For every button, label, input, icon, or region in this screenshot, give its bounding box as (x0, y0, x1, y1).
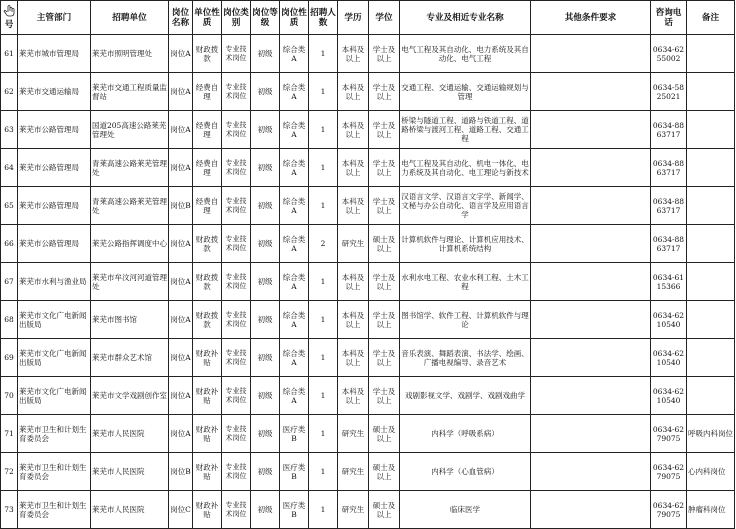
cell-major: 临床医学 (400, 491, 531, 529)
cell-index: 63 (1, 111, 18, 149)
cell-unit-nature: 财政补贴 (193, 339, 222, 377)
header-count: 招聘人数 (309, 1, 338, 35)
cell-major: 电气工程及其自动化、电力系统及其自动化、电气工程 (400, 35, 531, 73)
cell-phone: 0634-8863717 (651, 111, 687, 149)
cell-education: 本科及以上 (338, 187, 369, 225)
cell-unit-nature: 经费自理 (193, 187, 222, 225)
cell-other (531, 225, 651, 263)
cell-post-category: 专业技术岗位 (222, 263, 251, 301)
cell-education: 本科及以上 (338, 149, 369, 187)
header-note: 备注 (687, 1, 735, 35)
cell-education: 本科及以上 (338, 111, 369, 149)
table-row (1, 301, 735, 339)
cell-post-name: 岗位A (169, 415, 193, 453)
cell-count: 1 (309, 377, 338, 415)
header-post-nature: 岗位性质 (280, 1, 309, 35)
cell-degree: 学士及以上 (369, 187, 400, 225)
cell-count: 1 (309, 35, 338, 73)
cell-major: 计算机软件与理论、计算机应用技术、计算机系统结构 (400, 225, 531, 263)
cell-count: 1 (309, 301, 338, 339)
hand-pointer-icon (3, 5, 15, 20)
table-row (1, 453, 735, 491)
cell-phone: 0634-6210540 (651, 301, 687, 339)
cell-phone: 0634-6279075 (651, 453, 687, 491)
cell-note: 肿瘤科岗位 (687, 491, 735, 529)
cell-post-name: 岗位A (169, 263, 193, 301)
cell-unit-nature: 经费自理 (193, 73, 222, 111)
table-row (1, 225, 735, 263)
table-row (1, 263, 735, 301)
cell-education: 本科及以上 (338, 339, 369, 377)
cell-dept: 莱芜市水利与渔业局 (18, 263, 91, 301)
cell-unit: 青莱高速公路莱芜管理处 (91, 187, 169, 225)
cell-post-name: 岗位A (169, 339, 193, 377)
cell-unit-nature: 财政拨款 (193, 225, 222, 263)
cell-post-name: 岗位C (169, 491, 193, 529)
cell-count: 1 (309, 111, 338, 149)
cell-post-level: 初级 (251, 301, 280, 339)
table-row (1, 73, 735, 111)
cell-post-name: 岗位A (169, 225, 193, 263)
table-row (1, 149, 735, 187)
cell-unit-nature: 财政拨款 (193, 263, 222, 301)
cell-major: 电气工程及其自动化、机电一体化、电力系统及其自动化、电工理论与新技术 (400, 149, 531, 187)
cell-degree: 学士及以上 (369, 377, 400, 415)
cell-post-level: 初级 (251, 225, 280, 263)
cell-index: 64 (1, 149, 18, 187)
cell-unit-nature: 财政补贴 (193, 377, 222, 415)
cell-post-level: 初级 (251, 35, 280, 73)
cell-index: 69 (1, 339, 18, 377)
cell-index: 72 (1, 453, 18, 491)
header-row (1, 1, 735, 35)
cell-unit: 莱芜市照明管理处 (91, 35, 169, 73)
header-degree: 学位 (369, 1, 400, 35)
cell-post-name: 岗位A (169, 35, 193, 73)
cell-post-level: 初级 (251, 111, 280, 149)
cell-other (531, 339, 651, 377)
cell-unit-nature: 财政拨款 (193, 35, 222, 73)
cell-count: 2 (309, 225, 338, 263)
cell-degree: 学士及以上 (369, 73, 400, 111)
header-phone: 咨询电话 (651, 1, 687, 35)
table-row (1, 415, 735, 453)
cell-post-nature: 综合类A (280, 263, 309, 301)
cell-note (687, 339, 735, 377)
cell-unit: 青莱高速公路莱芜管理处 (91, 149, 169, 187)
cell-note (687, 187, 735, 225)
cell-note (687, 35, 735, 73)
cell-post-nature: 医疗类B (280, 415, 309, 453)
cell-post-nature: 综合类A (280, 187, 309, 225)
table-row (1, 377, 735, 415)
header-other: 其他条件要求 (531, 1, 651, 35)
cell-other (531, 491, 651, 529)
cell-dept: 莱芜市卫生和计划生育委员会 (18, 453, 91, 491)
cell-unit: 莱芜市交通工程质量监督站 (91, 73, 169, 111)
cell-other (531, 453, 651, 491)
cell-dept: 莱芜市卫生和计划生育委员会 (18, 415, 91, 453)
table-body (1, 35, 735, 529)
header-post-level: 岗位等级 (251, 1, 280, 35)
cell-unit-nature: 经费自理 (193, 111, 222, 149)
header-index (1, 1, 18, 35)
cell-major: 水利水电工程、农业水利工程、土木工程 (400, 263, 531, 301)
cell-unit: 莱芜市牟汶河河道管理处 (91, 263, 169, 301)
cell-dept: 莱芜市城市管理局 (18, 35, 91, 73)
cell-degree: 学士及以上 (369, 111, 400, 149)
cell-index: 73 (1, 491, 18, 529)
table-row (1, 491, 735, 529)
cell-other (531, 301, 651, 339)
cell-phone: 0634-6210540 (651, 339, 687, 377)
cell-post-category: 专业技术岗位 (222, 453, 251, 491)
cell-unit-nature: 财政补贴 (193, 453, 222, 491)
cell-phone: 0634-8863717 (651, 149, 687, 187)
cell-index: 61 (1, 35, 18, 73)
cell-other (531, 415, 651, 453)
cell-count: 1 (309, 491, 338, 529)
cell-post-category: 专业技术岗位 (222, 415, 251, 453)
cell-post-level: 初级 (251, 149, 280, 187)
header-education: 学历 (338, 1, 369, 35)
cell-education: 本科及以上 (338, 73, 369, 111)
cell-other (531, 35, 651, 73)
cell-note: 呼吸内科岗位 (687, 415, 735, 453)
cell-dept: 莱芜市公路管理局 (18, 187, 91, 225)
cell-education: 研究生 (338, 415, 369, 453)
cell-education: 本科及以上 (338, 301, 369, 339)
cell-note (687, 73, 735, 111)
cell-post-name: 岗位B (169, 453, 193, 491)
cell-post-category: 专业技术岗位 (222, 377, 251, 415)
cell-dept: 莱芜市公路管理局 (18, 111, 91, 149)
cell-education: 本科及以上 (338, 35, 369, 73)
header-index-label: 号 (4, 20, 14, 30)
cell-index: 62 (1, 73, 18, 111)
cell-count: 1 (309, 149, 338, 187)
header-unit: 招聘单位 (91, 1, 169, 35)
cell-dept: 莱芜市公路管理局 (18, 149, 91, 187)
cell-post-name: 岗位A (169, 111, 193, 149)
cell-index: 65 (1, 187, 18, 225)
cell-post-name: 岗位A (169, 301, 193, 339)
cell-post-nature: 医疗类B (280, 491, 309, 529)
cell-count: 1 (309, 415, 338, 453)
cell-dept: 莱芜市文化广电新闻出版局 (18, 339, 91, 377)
cell-phone: 0634-6115366 (651, 263, 687, 301)
cell-education: 研究生 (338, 453, 369, 491)
cell-post-name: 岗位A (169, 377, 193, 415)
cell-unit: 莱芜市人民医院 (91, 491, 169, 529)
cell-education: 研究生 (338, 491, 369, 529)
cell-unit: 莱芜市文学戏剧创作室 (91, 377, 169, 415)
cell-dept: 莱芜市公路管理局 (18, 225, 91, 263)
header-dept: 主管部门 (18, 1, 91, 35)
cell-post-category: 专业技术岗位 (222, 225, 251, 263)
cell-note (687, 111, 735, 149)
cell-education: 本科及以上 (338, 377, 369, 415)
cell-post-category: 专业技术岗位 (222, 35, 251, 73)
cell-other (531, 187, 651, 225)
cell-post-level: 初级 (251, 415, 280, 453)
cell-phone: 0634-8863717 (651, 187, 687, 225)
cell-note (687, 263, 735, 301)
cell-unit-nature: 财政拨款 (193, 301, 222, 339)
cell-index: 67 (1, 263, 18, 301)
cell-major: 音乐表演、舞蹈表演、书法学、绘画、广播电视编导、录音艺术 (400, 339, 531, 377)
cell-note (687, 225, 735, 263)
cell-index: 71 (1, 415, 18, 453)
cell-major: 汉语言文学、汉语言文字学、新闻学、文秘与办公自动化、语言学及应用语言学 (400, 187, 531, 225)
cell-education: 研究生 (338, 225, 369, 263)
cell-degree: 硕士及以上 (369, 225, 400, 263)
table-row (1, 339, 735, 377)
cell-index: 68 (1, 301, 18, 339)
cell-post-level: 初级 (251, 339, 280, 377)
cell-count: 1 (309, 339, 338, 377)
table-row (1, 35, 735, 73)
cell-note: 心内科岗位 (687, 453, 735, 491)
cell-index: 70 (1, 377, 18, 415)
cell-post-level: 初级 (251, 453, 280, 491)
cell-post-nature: 综合类A (280, 377, 309, 415)
cell-phone: 0634-8863717 (651, 225, 687, 263)
cell-education: 本科及以上 (338, 263, 369, 301)
cell-phone: 0634-6255002 (651, 35, 687, 73)
cell-degree: 学士及以上 (369, 301, 400, 339)
cell-degree: 学士及以上 (369, 339, 400, 377)
table-row (1, 111, 735, 149)
cell-unit-nature: 财政补贴 (193, 415, 222, 453)
cell-unit: 莱芜公路指挥调度中心 (91, 225, 169, 263)
cell-post-nature: 综合类A (280, 149, 309, 187)
cell-post-level: 初级 (251, 377, 280, 415)
cell-major: 内科学（心血管病） (400, 453, 531, 491)
cell-post-category: 专业技术岗位 (222, 187, 251, 225)
cell-degree: 硕士及以上 (369, 453, 400, 491)
cell-post-name: 岗位B (169, 187, 193, 225)
cell-major: 桥梁与隧道工程、道路与铁道工程、道路桥梁与渡河工程、道路工程、交通工程 (400, 111, 531, 149)
header-major: 专业及相近专业名称 (400, 1, 531, 35)
cell-degree: 硕士及以上 (369, 491, 400, 529)
cell-phone: 0634-6279075 (651, 415, 687, 453)
cell-degree: 学士及以上 (369, 263, 400, 301)
cell-other (531, 111, 651, 149)
cell-major: 交通工程、交通运输、交通运输规划与管理 (400, 73, 531, 111)
cell-count: 1 (309, 73, 338, 111)
cell-post-nature: 综合类A (280, 73, 309, 111)
cell-post-category: 专业技术岗位 (222, 73, 251, 111)
cell-unit: 莱芜市图书馆 (91, 301, 169, 339)
cell-unit: 莱芜市人民医院 (91, 453, 169, 491)
cell-other (531, 73, 651, 111)
cell-post-nature: 综合类A (280, 225, 309, 263)
cell-index: 66 (1, 225, 18, 263)
cell-degree: 硕士及以上 (369, 415, 400, 453)
cell-dept: 莱芜市文化广电新闻出版局 (18, 301, 91, 339)
cell-post-nature: 医疗类B (280, 453, 309, 491)
cell-post-category: 专业技术岗位 (222, 491, 251, 529)
cell-post-nature: 综合类A (280, 339, 309, 377)
cell-count: 1 (309, 263, 338, 301)
cell-note (687, 377, 735, 415)
cell-post-category: 专业技术岗位 (222, 149, 251, 187)
cell-post-name: 岗位A (169, 73, 193, 111)
cell-post-level: 初级 (251, 187, 280, 225)
cell-unit: 国道205高速公路莱芜管理处 (91, 111, 169, 149)
cell-other (531, 263, 651, 301)
cell-post-name: 岗位A (169, 149, 193, 187)
cell-unit: 莱芜市人民医院 (91, 415, 169, 453)
cell-post-category: 专业技术岗位 (222, 301, 251, 339)
table-row (1, 187, 735, 225)
cell-dept: 莱芜市交通运输局 (18, 73, 91, 111)
header-post-name: 岗位名称 (169, 1, 193, 35)
cell-dept: 莱芜市卫生和计划生育委员会 (18, 491, 91, 529)
cell-note (687, 301, 735, 339)
cell-count: 1 (309, 187, 338, 225)
cell-dept: 莱芜市文化广电新闻出版局 (18, 377, 91, 415)
header-unit-nature: 单位性质 (193, 1, 222, 35)
cell-phone: 0634-5825021 (651, 73, 687, 111)
cell-phone: 0634-6210540 (651, 377, 687, 415)
cell-note (687, 149, 735, 187)
cell-post-level: 初级 (251, 73, 280, 111)
cell-major: 戏剧影视文学、戏剧学、戏剧戏曲学 (400, 377, 531, 415)
cell-post-nature: 综合类A (280, 301, 309, 339)
cell-phone: 0634-6279075 (651, 491, 687, 529)
cell-unit-nature: 经费自理 (193, 149, 222, 187)
cell-post-level: 初级 (251, 491, 280, 529)
header-post-category: 岗位类别 (222, 1, 251, 35)
cell-count: 1 (309, 453, 338, 491)
cell-unit-nature: 财政补贴 (193, 491, 222, 529)
cell-post-level: 初级 (251, 263, 280, 301)
cell-post-nature: 综合类A (280, 35, 309, 73)
cell-post-category: 专业技术岗位 (222, 339, 251, 377)
cell-major: 内科学（呼吸系病） (400, 415, 531, 453)
cell-degree: 学士及以上 (369, 149, 400, 187)
cell-post-category: 专业技术岗位 (222, 111, 251, 149)
cell-unit: 莱芜市群众艺术馆 (91, 339, 169, 377)
cell-degree: 学士及以上 (369, 35, 400, 73)
cell-other (531, 377, 651, 415)
cell-major: 图书馆学、软件工程、计算机软件与理论 (400, 301, 531, 339)
cell-post-nature: 综合类A (280, 111, 309, 149)
cell-other (531, 149, 651, 187)
